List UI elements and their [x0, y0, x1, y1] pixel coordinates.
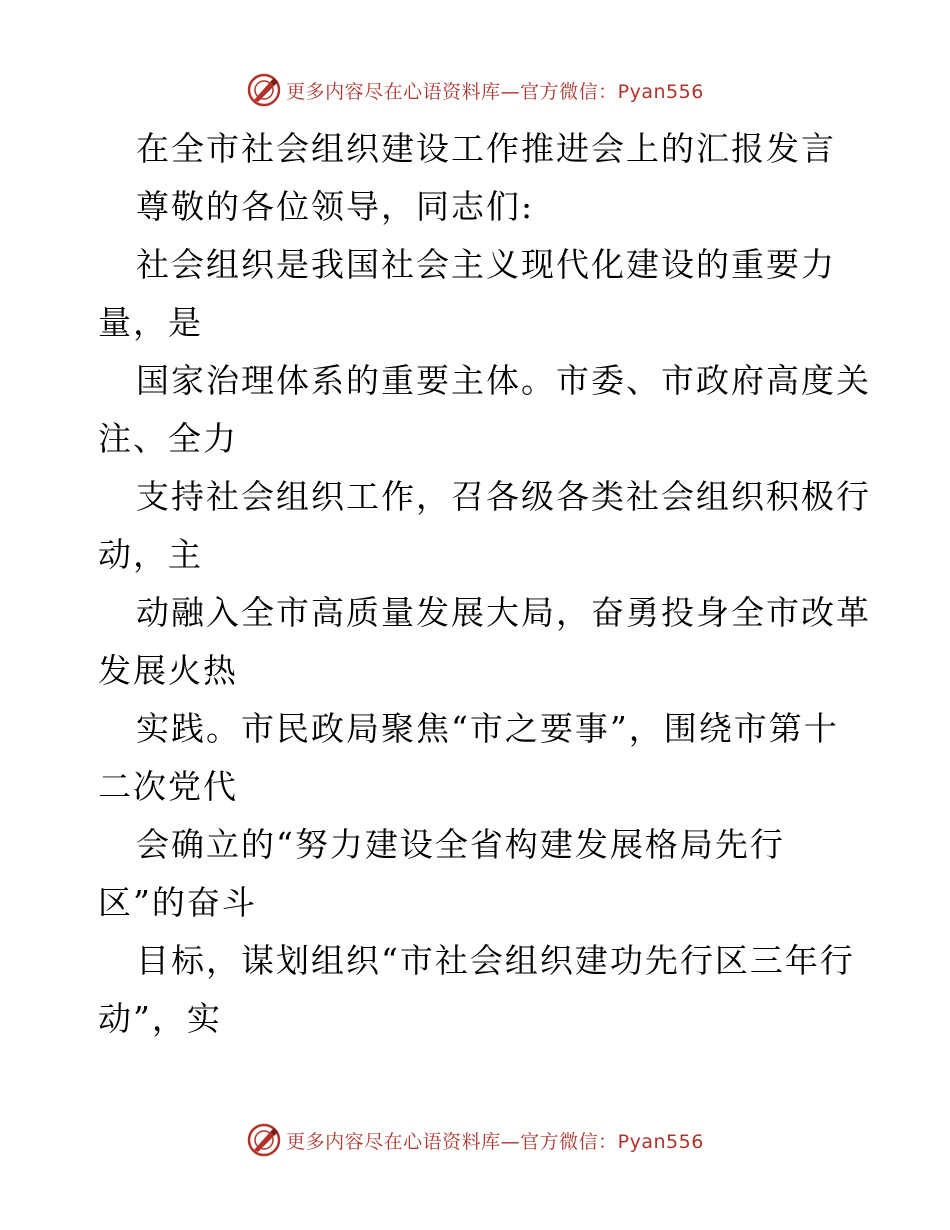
- document-body: [98, 120, 871, 1048]
- paragraph-line: 支持社会组织工作，召各级各类社会组织积极行: [136, 477, 871, 516]
- watermark-text: 更多内容尽在心语资料库—官方微信：Pyan556: [286, 1130, 704, 1153]
- paragraph-line: 动融入全市高质量发展大局，奋勇投身全市改革: [136, 593, 871, 632]
- pen-logo-icon: [246, 72, 282, 108]
- paragraph-line: 目标，谋划组织“市社会组织建功先行区三年行: [136, 941, 855, 980]
- paragraph-line: 社会组织是我国社会主义现代化建设的重要力: [136, 245, 836, 284]
- paragraph-line: 国家治理体系的重要主体。市委、市政府高度关: [136, 361, 871, 400]
- paragraph-line: 量，是: [98, 303, 203, 342]
- salutation: 尊敬的各位领导，同志们:: [136, 187, 535, 226]
- paragraph-line: 区”的奋斗: [98, 883, 257, 922]
- paragraph-line: 动，主: [98, 535, 203, 574]
- footer-watermark-banner: [0, 1120, 950, 1160]
- paragraph-line: 实践。市民政局聚焦“市之要事”，围绕市第十: [136, 709, 839, 748]
- watermark-text: 更多内容尽在心语资料库—官方微信：Pyan556: [286, 80, 704, 103]
- paragraph-line: 二次党代: [98, 767, 238, 806]
- pen-logo-icon: [246, 1122, 282, 1158]
- paragraph-line: 注、全力: [98, 419, 238, 458]
- paragraph-line: 动”，实: [98, 999, 222, 1038]
- header-watermark-banner: [0, 70, 950, 110]
- paragraph-line: 会确立的“努力建设全省构建发展格局先行: [136, 825, 785, 864]
- paragraph-line: 发展火热: [98, 651, 238, 690]
- document-title: 在全市社会组织建设工作推进会上的汇报发言: [136, 129, 836, 168]
